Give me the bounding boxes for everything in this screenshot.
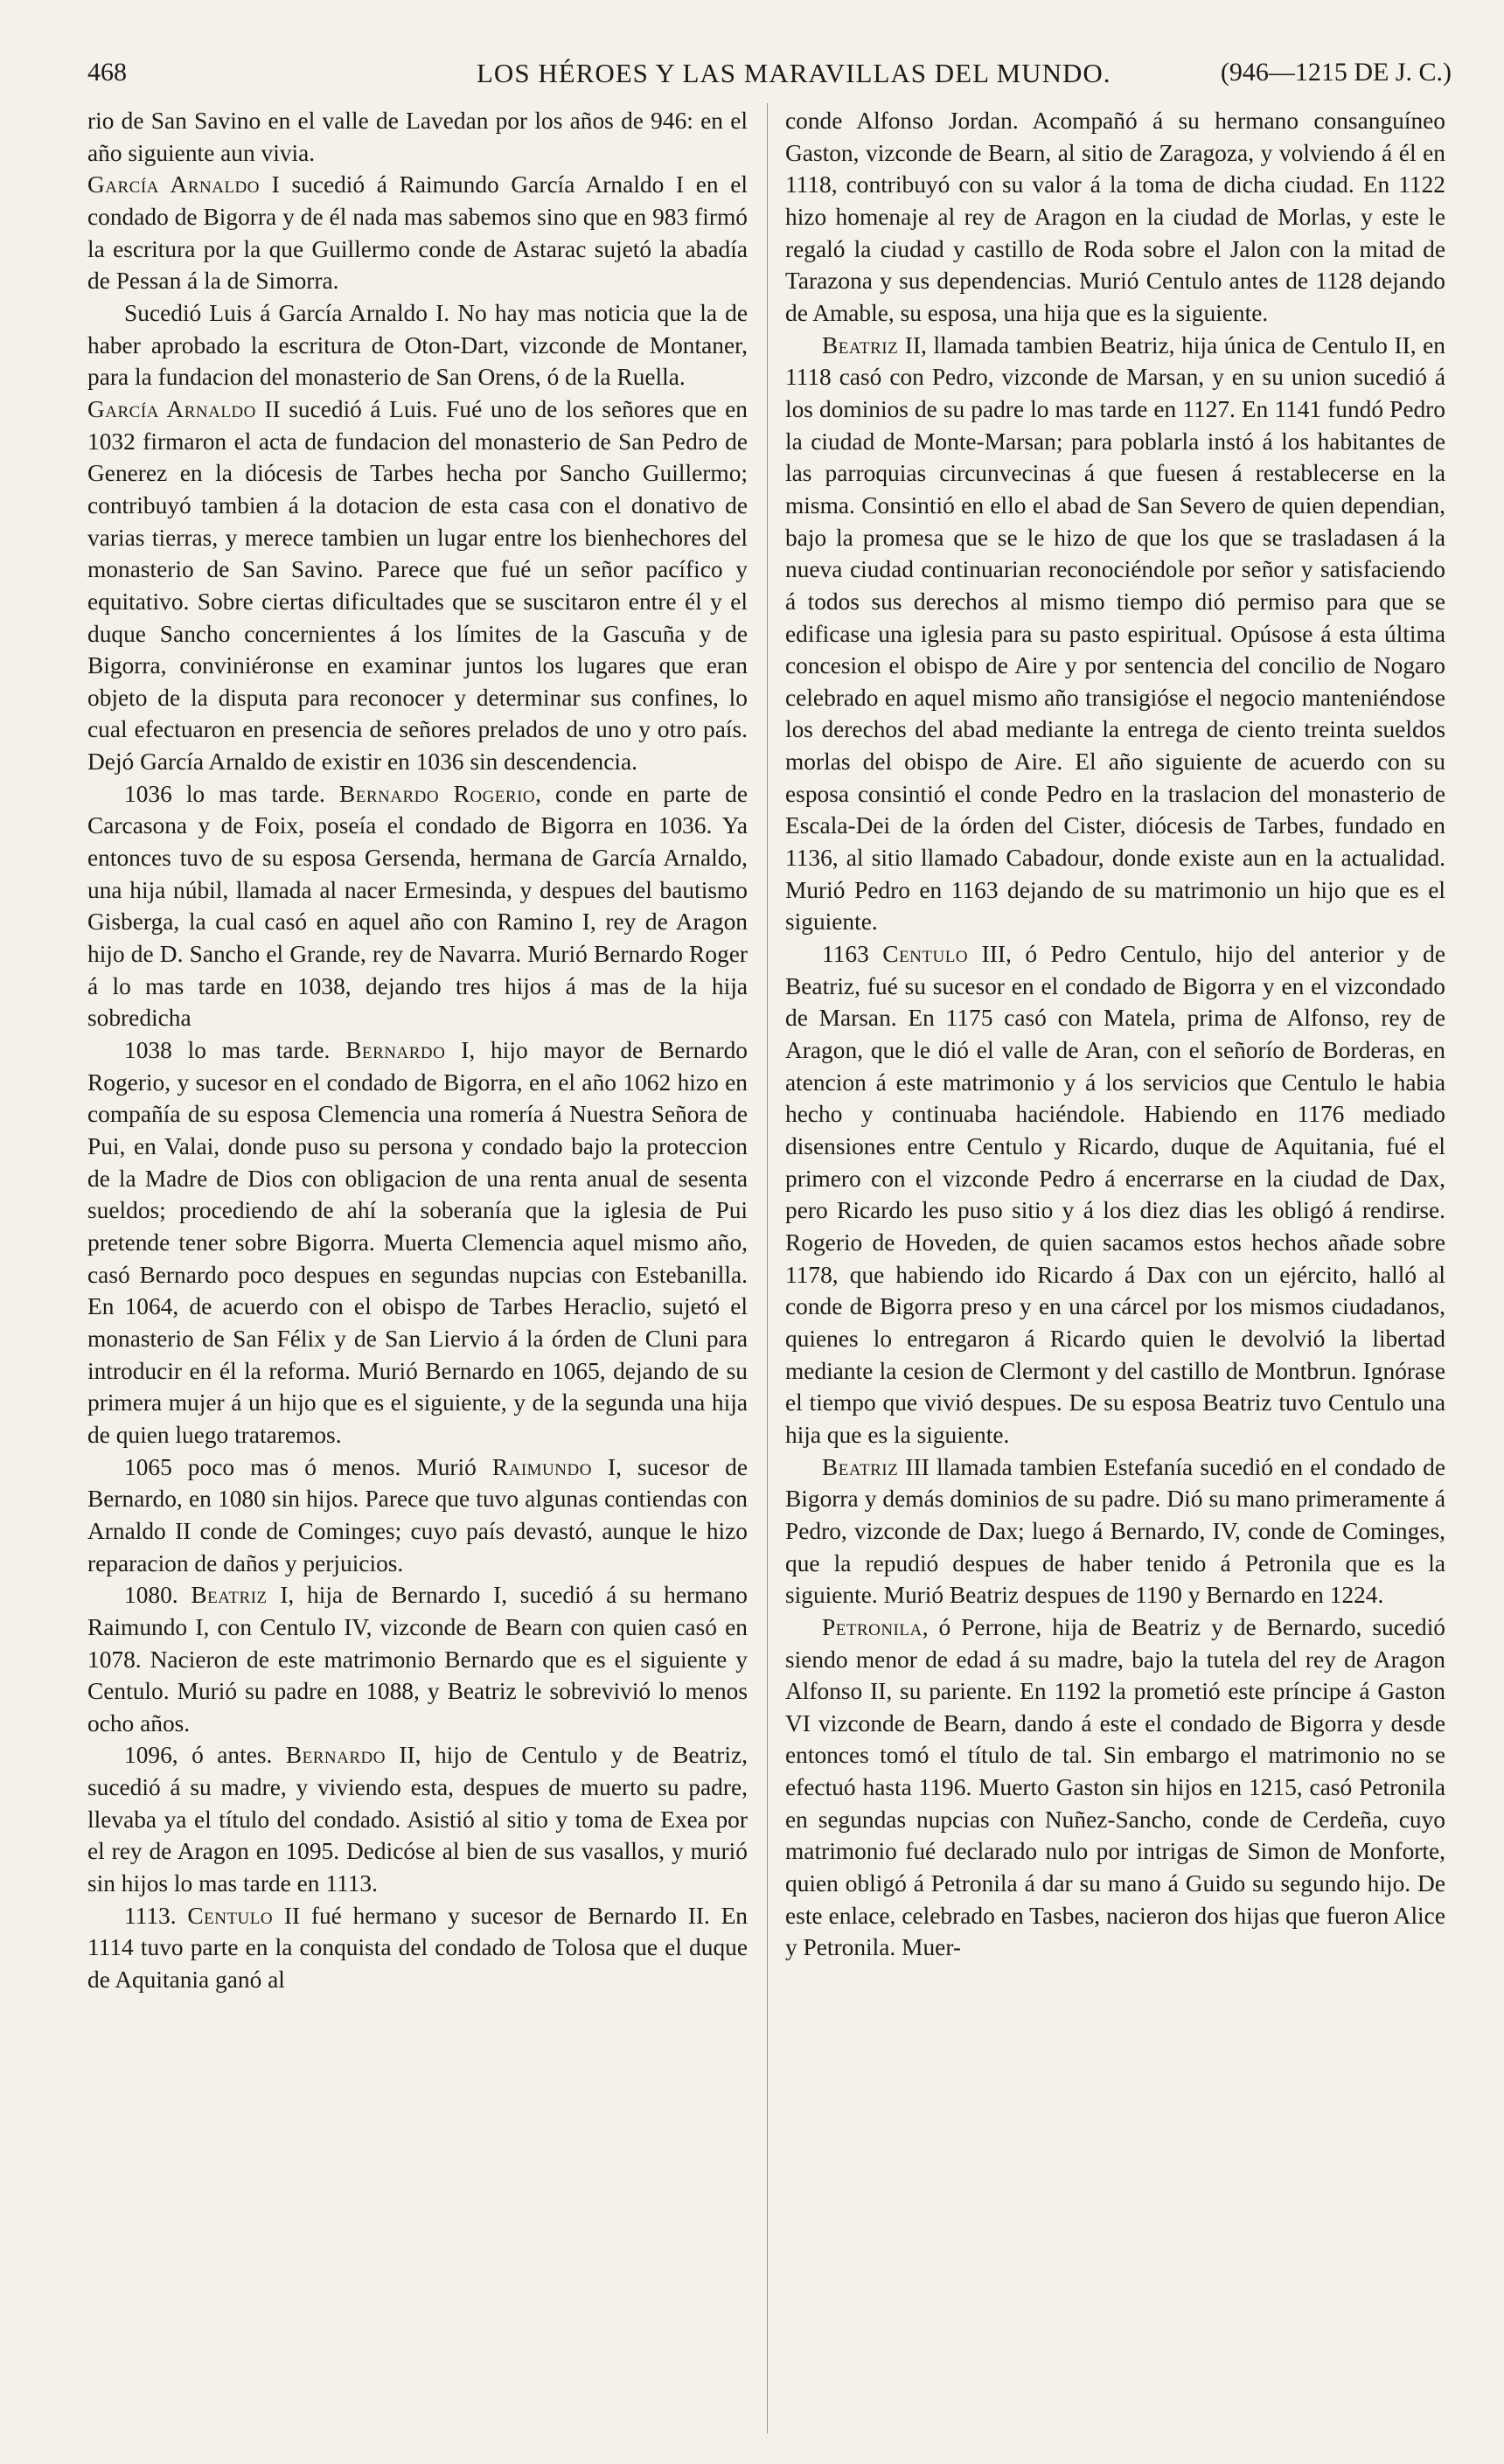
paragraph bbox=[785, 938, 1445, 1451]
name-smallcaps: Beatriz bbox=[191, 1582, 268, 1609]
paragraph-text: I, hijo mayor de Bernardo Rogerio, y sucesor en el condado de Bigorra, en el año 1062 hizo en compañía de su esposa Clemencia una romería á Nuestra Señora de Pui, en Valai, donde puso su persona y condado bajo la proteccion de la Madre de Dios con obligacion de una renta anual de sesenta sueldos; procediendo de ahí la soberanía que la iglesia de Pui pretende tener sobre Bigorra. Muerta Clemencia aquel mismo año, casó Bernardo poco despues en segundas nupcias con Estebanilla. En 1064, de acuerdo con el obispo de Tarbes Heraclio, sujetó el monasterio de San Félix y de San Liervio á la órden de Cluni para introducir en él la reforma. Murió Bernardo en 1065, dejando de su primera mujer á un hijo que es el siguiente, y de la segunda una hija de quien luego trataremos. bbox=[87, 1037, 748, 1448]
paragraph bbox=[87, 393, 748, 778]
paragraph-text: II, llamada tambien Beatriz, hija única de Centulo II, en 1118 casó con Pedro, vizconde de Marsan, y en su union sucedió á los dominios de su padre lo mas tarde en 1127. En 1141 fundó Pedro la ciudad de Monte-Marsan; para poblarla instó á los habitantes de las parroquias circunvecinas á que fuesen á restablecerse en la misma. Consintió en ello el abad de San Severo de quien dependian, bajo la promesa que se le hizo de que los que se trasladasen á la nueva ciudad continuarian reconociéndole por señor y satisfaciendo á todos sus derechos al mismo tiempo dió permiso para que se edificase una iglesia para su pasto espiritual. Opúsose á esta última concesion el obispo de Aire y por sentencia del concilio de Nogaro celebrado en aquel mismo año transigióse el negocio manteniéndose los derechos del abad mediante la entrega de ciento treinta sueldos morlas del obispo de Aire. El año siguiente de acuerdo con su esposa consintió el conde Pedro en la traslacion del monasterio de Escala-Dei de la órden del Cister, diócesis de Tarbes, fundado en 1136, al sitio llamado Cabadour, donde existe aun en la actualidad. Murió Pedro en 1163 dejando de su matrimonio un hijo que es el siguiente. bbox=[785, 331, 1445, 936]
paragraph-text: Sucedió Luis á García Arnaldo I. No hay mas noticia que la de haber aprobado la escritura de Oton-Dart, vizconde de Montaner, para la fundacion del monasterio de San Orens, ó de la Ruella. bbox=[87, 299, 748, 391]
paragraph-text: conde Alfonso Jordan. Acompañó á su hermano consanguíneo Gaston, vizconde de Bearn, al sitio de Zaragoza, y volviendo á él en 1118, contribuyó con su valor á la toma de dicha ciudad. En 1122 hizo homenaje al rey de Aragon en la ciudad de Morlas, y este le regaló la ciudad y castillo de Roda sobre el Jalon con la mitad de Tarazona y sus dependencias. Murió Centulo antes de 1128 dejando de Amable, su esposa, una hija que es la siguiente. bbox=[785, 108, 1445, 326]
paragraph-text: I, sucesor de Bernardo, en 1080 sin hijos. Parece que tuvo algunas contiendas con Arnaldo II conde de Cominges; cuyo país devastó, aunque le hizo reparacion de daños y perjuicios. bbox=[87, 1453, 748, 1577]
name-smallcaps: Bernardo bbox=[345, 1037, 446, 1064]
page-number: 468 bbox=[87, 58, 127, 87]
paragraph bbox=[87, 297, 748, 393]
paragraph-text: rio de San Savino en el valle de Lavedan por los años de 946: en el año siguiente aun vivia. bbox=[87, 108, 748, 166]
name-smallcaps: Beatriz bbox=[822, 331, 899, 358]
paragraph-text: , conde en parte de Carcasona y de Foix, poseía el condado de Bigorra en 1036. Ya entonces tuvo de su esposa Gersenda, hermana de García Arnaldo, una hija núbil, llamada al nacer Ermesinda, y despues del bautismo Gisberga, la cual casó en aquel año con Ramino I, rey de Aragon hijo de D. Sancho el Grande, rey de Navarra. Murió Bernardo Roger á lo mas tarde en 1038, dejando tres hijos á mas de la hija sobredicha bbox=[87, 780, 748, 1032]
paragraph bbox=[785, 1451, 1445, 1611]
paragraph bbox=[87, 1739, 748, 1899]
paragraph-text: III llamada tambien Estefanía sucedió en el condado de Bigorra y demás dominios de su padre. Dió su mano primeramente á Pedro, vizconde de Dax; luego á Bernardo, IV, conde de Cominges, que la repudió despues de haber tenido á Petronila que es la siguiente. Murió Beatriz despues de 1190 y Bernardo en 1224. bbox=[785, 1453, 1445, 1609]
paragraph-text: 1038 lo mas tarde. bbox=[124, 1037, 346, 1064]
paragraph-text: I, hija de Bernardo I, sucedió á su hermano Raimundo I, con Centulo IV, vizconde de Bearn con quien casó en 1078. Nacieron de este matrimonio Bernardo que es el siguiente y Centulo. Murió su padre en 1088, y Beatriz le sobrevivió lo menos ocho años. bbox=[87, 1582, 748, 1737]
right-column bbox=[785, 105, 1445, 2431]
paragraph-text: , ó Perrone, hija de Beatriz y de Bernardo, sucedió siendo menor de edad á su madre, bajo la tutela del rey de Aragon Alfonso II, su pariente. En 1192 la prometió este príncipe á Gaston VI vizconde de Bearn, dando á este el condado de Bigorra y desde entonces tomó el título de tal. Sin embargo el matrimonio no se efectuó hasta 1196. Muerto Gaston sin hijos en 1215, casó Petronila en segundas nupcias con Nuñez-Sancho, conde de Cerdeña, cuyo matrimonio fué declarado nulo por intrigas de Simon de Monforte, quien obligó á Petronila á dar su mano á Guido su segundo hijo. De este enlace, celebrado en Tasbes, nacieron dos hijas que fueron Alice y Petronila. Muer- bbox=[785, 1613, 1445, 1961]
name-smallcaps: Centulo bbox=[187, 1902, 274, 1929]
paragraph-text: III, ó Pedro Centulo, hijo del anterior y de Beatriz, fué su sucesor en el condado de Bigorra y en el vizcondado de Marsan. En 1175 casó con Matela, prima de Alfonso, rey de Aragon, que le dió el valle de Aran, con el señorío de Borderas, en atencion á este matrimonio y á los servicios que Centulo le habia hecho y continuaba haciéndole. Habiendo en 1176 mediado disensiones entre Centulo y Ricardo, duque de Aquitania, fué el primero con el vizconde Pedro á encerrarse en la ciudad de Dax, pero Ricardo les puso sitio y á los diez dias les obligó á rendirse. Rogerio de Hoveden, de quien sacamos estos hechos añade sobre 1178, que habiendo ido Ricardo á Dax con un ejército, halló al conde de Bigorra preso y en una cárcel por los mismos ciudadanos, quienes lo entregaron á Ricardo quien le devolvió la libertad mediante la cesion de Clermont y del castillo de Montbrun. Ignórase el tiempo que vivió despues. De su esposa Beatriz tuvo Centulo una hija que es la siguiente. bbox=[785, 941, 1445, 1448]
name-smallcaps: Centulo bbox=[882, 941, 969, 968]
paragraph-text: 1113. bbox=[124, 1902, 188, 1929]
paragraph bbox=[87, 1451, 748, 1580]
paragraph bbox=[785, 1611, 1445, 1964]
paragraph-text: 1096, ó antes. bbox=[124, 1742, 286, 1769]
paragraph bbox=[87, 1034, 748, 1451]
date-range: (946—1215 DE J. C.) bbox=[1220, 58, 1452, 87]
running-header bbox=[87, 54, 1452, 100]
paragraph-text: 1163 bbox=[822, 941, 883, 968]
name-smallcaps: Bernardo bbox=[285, 1742, 386, 1769]
name-smallcaps: García Arnaldo bbox=[87, 171, 260, 198]
name-smallcaps: García Arnaldo bbox=[87, 395, 256, 422]
paragraph bbox=[87, 1900, 748, 1996]
left-column bbox=[87, 105, 748, 2431]
running-title: LOS HÉROES Y LAS MARAVILLAS DEL MUNDO. bbox=[477, 58, 1111, 88]
paragraph-text: II, hijo de Centulo y de Beatriz, sucedió á su madre, y viviendo esta, despues de muerto su padre, llevaba ya el título del condado. Asistió al sitio y toma de Exea por el rey de Aragon en 1095. Dedicóse al bien de sus vasallos, y murió sin hijos lo mas tarde en 1113. bbox=[87, 1742, 748, 1897]
paragraph-text: II sucedió á Luis. Fué uno de los señores que en 1032 firmaron el acta de fundacion del monasterio de San Pedro de Generez en la diócesis de Tarbes hecha por Sancho Guillermo; contribuyó tambien á la dotacion de esta casa con el donativo de varias tierras, y merece tambien un lugar entre los bienhechores del monasterio de San Savino. Parece que fué un señor pacífico y equitativo. Sobre ciertas dificultades que se suscitaron entre él y el duque Sancho concernientes á los límites de la Gascuña y de Bigorra, conviniéronse en examinar juntos los lugares que eran objeto de la disputa para reconocer y determinar sus confines, lo cual efectuaron en presencia de señores prelados de uno y otro país. Dejó García Arnaldo de existir en 1036 sin descendencia. bbox=[87, 395, 748, 776]
paragraph bbox=[785, 330, 1445, 938]
paragraph-text: 1065 poco mas ó menos. Murió bbox=[124, 1453, 492, 1480]
name-smallcaps: Raimundo bbox=[491, 1453, 592, 1480]
name-smallcaps: Beatriz bbox=[822, 1453, 899, 1480]
name-smallcaps: Bernardo Rogerio bbox=[338, 780, 536, 807]
paragraph-text: II fué hermano y sucesor de Bernardo II. En 1114 tuvo parte en la conquista del condado de Tolosa que el duque de Aquitania ganó al bbox=[87, 1902, 748, 1994]
paragraph bbox=[785, 105, 1445, 330]
paragraph bbox=[87, 1579, 748, 1739]
paragraph-text: 1080. bbox=[124, 1582, 191, 1609]
paragraph bbox=[87, 778, 748, 1034]
paragraph bbox=[87, 105, 748, 169]
paragraph-text: I sucedió á Raimundo García Arnaldo I en el condado de Bigorra y de él nada mas sabemos sino que en 983 firmó la escritura por la que Guillermo conde de Astarac sujetó la abadía de Pessan á la de Simorra. bbox=[87, 171, 748, 295]
column-divider bbox=[767, 103, 768, 2433]
paragraph bbox=[87, 169, 748, 297]
paragraph-text: 1036 lo mas tarde. bbox=[124, 780, 339, 807]
name-smallcaps: Petronila bbox=[822, 1613, 923, 1640]
